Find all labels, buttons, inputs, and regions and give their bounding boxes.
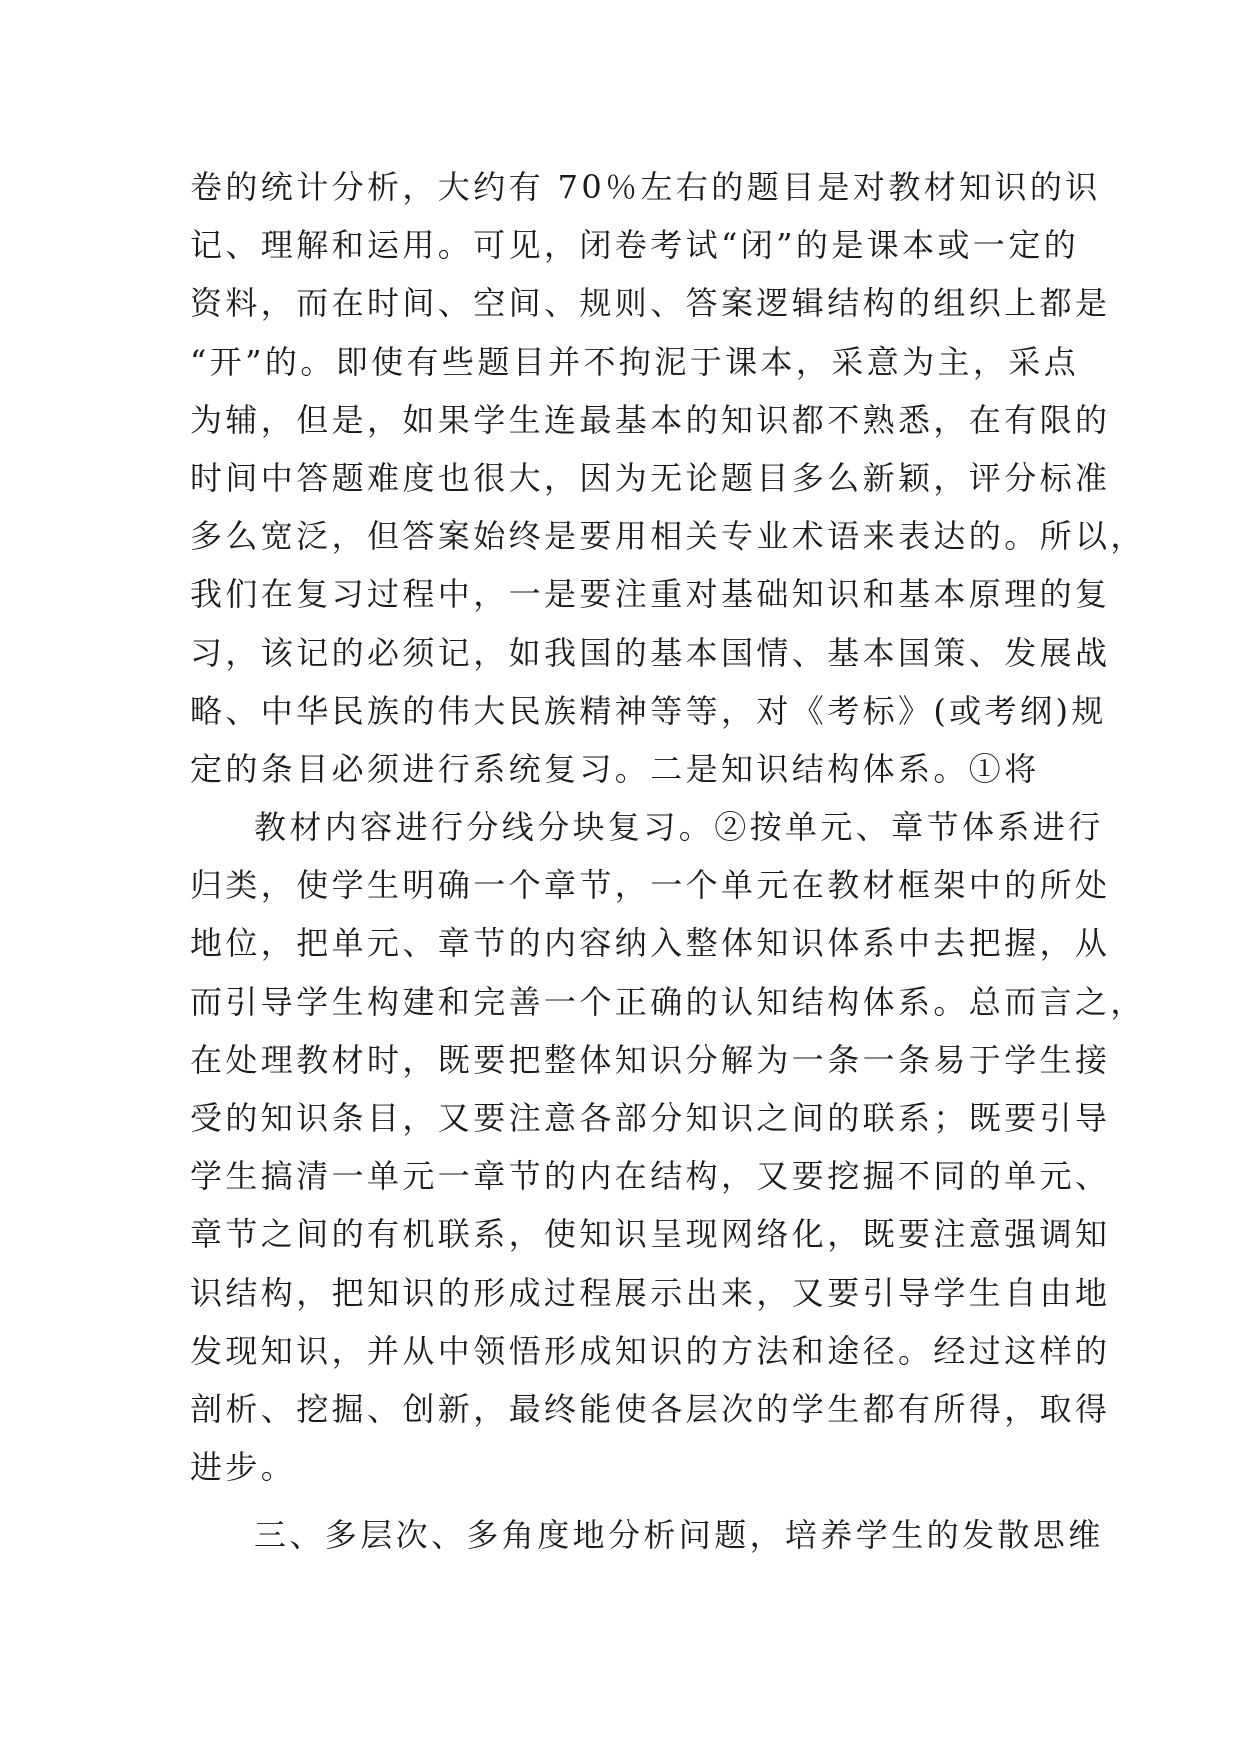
text-line: 发现知识，并从中领悟形成知识的方法和途径。经过这样的 — [190, 1331, 1111, 1370]
text-line: 地位，把单元、章节的内容纳入整体知识体系中去把握，从 — [190, 924, 1111, 963]
text-line: 教材内容进行分线分块复习。②按单元、章节体系进行 — [254, 808, 1104, 847]
paragraph-1 — [190, 158, 1146, 798]
text-line: 资料，而在时间、空间、规则、答案逻辑结构的组织上都是 — [190, 284, 1111, 323]
text-line: 章节之间的有机联系，使知识呈现网络化，既要注意强调知 — [190, 1215, 1111, 1254]
text-line: 卷的统计分析，大约有 70％左右的题目是对教材知识的识 — [190, 168, 1101, 206]
text-line: 定的条目必须进行系统复习。二是知识结构体系。①将 — [190, 749, 1040, 788]
text-line: “开”的。即使有些题目并不拘泥于课本，采意为主，采点 — [190, 342, 1080, 381]
text-line: 剖析、挖掘、创新，最终能使各层次的学生都有所得，取得 — [190, 1389, 1111, 1428]
text-line: 识结构，把知识的形成过程展示出来，又要引导学生自由地 — [190, 1273, 1111, 1312]
text-line: 略、中华民族的伟大民族精神等等，对《考标》(或考纲)规 — [190, 691, 1107, 730]
text-line: 习，该记的必须记，如我国的基本国情、基本国策、发展战 — [190, 633, 1111, 672]
text-line: 我们在复习过程中，一是要注重对基础知识和基本原理的复 — [190, 575, 1111, 614]
text-line: 学生搞清一单元一章节的内在结构，又要挖掘不同的单元、 — [190, 1157, 1111, 1196]
section-heading: 三、多层次、多角度地分析问题，培养学生的发散思维 — [254, 1516, 1104, 1555]
text-line: 受的知识条目，又要注意各部分知识之间的联系；既要引导 — [190, 1099, 1111, 1137]
text-line: 时间中答题难度也很大，因为无论题目多么新颖，评分标准 — [190, 458, 1111, 497]
text-line: 进步。 — [190, 1448, 297, 1487]
text-line: 为辅，但是，如果学生连最基本的知识都不熟悉，在有限的 — [190, 400, 1111, 439]
paragraph-gap — [190, 1496, 1070, 1506]
text-line: 而引导学生构建和完善一个正确的认知结构体系。总而言之， — [190, 982, 1146, 1021]
text-line: 记、理解和运用。可见，闭卷考试“闭”的是课本或一定的 — [190, 226, 1080, 265]
body-text — [190, 158, 1146, 1565]
text-line: 在处理教材时，既要把整体知识分解为一条一条易于学生接 — [190, 1040, 1111, 1079]
text-line: 归类，使学生明确一个章节，一个单元在教材框架中的所处 — [190, 866, 1111, 905]
paragraph-2 — [190, 798, 1146, 1496]
text-line: 多么宽泛，但答案始终是要用相关专业术语来表达的。所以， — [190, 517, 1146, 556]
